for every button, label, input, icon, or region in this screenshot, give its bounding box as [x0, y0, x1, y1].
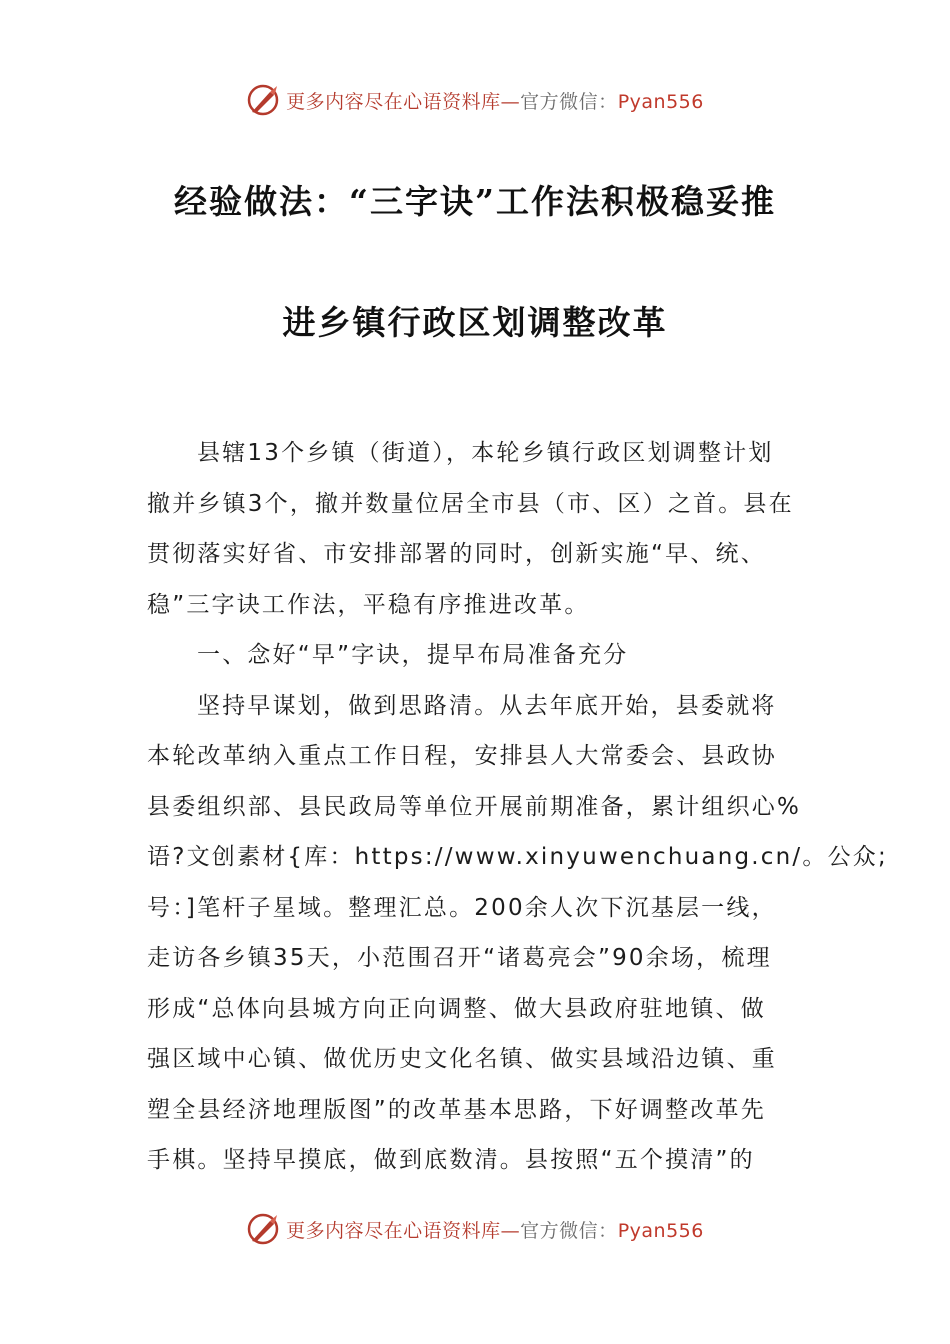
body-line: 坚持早谋划，做到思路清。从去年底开始，县委就将	[197, 692, 777, 719]
body-line: 县委组织部、县民政局等单位开展前期准备，累计组织心%	[147, 793, 802, 820]
watermark-dash: —	[500, 90, 521, 113]
body-line: 形成“总体向县城方向正向调整、做大县政府驻地镇、做	[147, 995, 766, 1022]
document-title-line-2: 进乡镇行政区划调整改革	[282, 303, 668, 342]
watermark-dash: —	[500, 1219, 521, 1242]
watermark-wechat-id: Pyan556	[617, 90, 704, 113]
body-line: 稳”三字诀工作法，平稳有序推进改革。	[147, 591, 590, 618]
watermark-wechat-id: Pyan556	[617, 1219, 704, 1242]
header-watermark	[0, 80, 950, 120]
body-line: 塑全县经济地理版图”的改革基本思路，下好调整改革先	[147, 1096, 766, 1123]
watermark-text	[286, 1216, 704, 1243]
watermark-wechat-label: 官方微信：	[520, 1219, 618, 1242]
quill-logo-icon	[246, 1212, 280, 1246]
body-line: 本轮改革纳入重点工作日程，安排县人大常委会、县政协	[147, 743, 777, 769]
body-line: 强区域中心镇、做优历史文化名镇、做实县域沿边镇、重	[147, 1046, 777, 1072]
quill-logo-icon	[246, 83, 280, 117]
body-line: 贯彻落实好省、市安排部署的同时，创新实施“早、统、	[147, 541, 766, 567]
watermark-main: 更多内容尽在心语资料库	[286, 90, 501, 113]
watermark-wechat-label: 官方微信：	[520, 90, 618, 113]
body-line: 手棋。坚持早摸底，做到底数清。县按照“五个摸清”的	[147, 1147, 755, 1173]
watermark-main: 更多内容尽在心语资料库	[286, 1219, 501, 1242]
watermark-text	[286, 87, 704, 114]
body-line: 撤并乡镇3个，撤并数量位居全市县（市、区）之首。县在	[147, 490, 794, 517]
body-line: 号：]笔杆子星域。整理汇总。200余人次下沉基层一线，	[147, 894, 777, 921]
body-line: 走访各乡镇35天，小范围召开“诸葛亮会”90余场，梳理	[147, 945, 772, 971]
body-line: 语?文创素材{库：https://www.xinyuwenchuang.cn/。公众;	[147, 844, 888, 870]
footer-watermark	[0, 1209, 950, 1249]
section-heading: 一、念好“早”字诀，提早布局准备充分	[197, 642, 629, 668]
document-title-line-1: 经验做法：“三字诀”工作法积极稳妥推	[174, 182, 776, 221]
body-line: 县辖13个乡镇（街道），本轮乡镇行政区划调整计划	[197, 440, 774, 466]
document-body	[147, 428, 888, 1186]
